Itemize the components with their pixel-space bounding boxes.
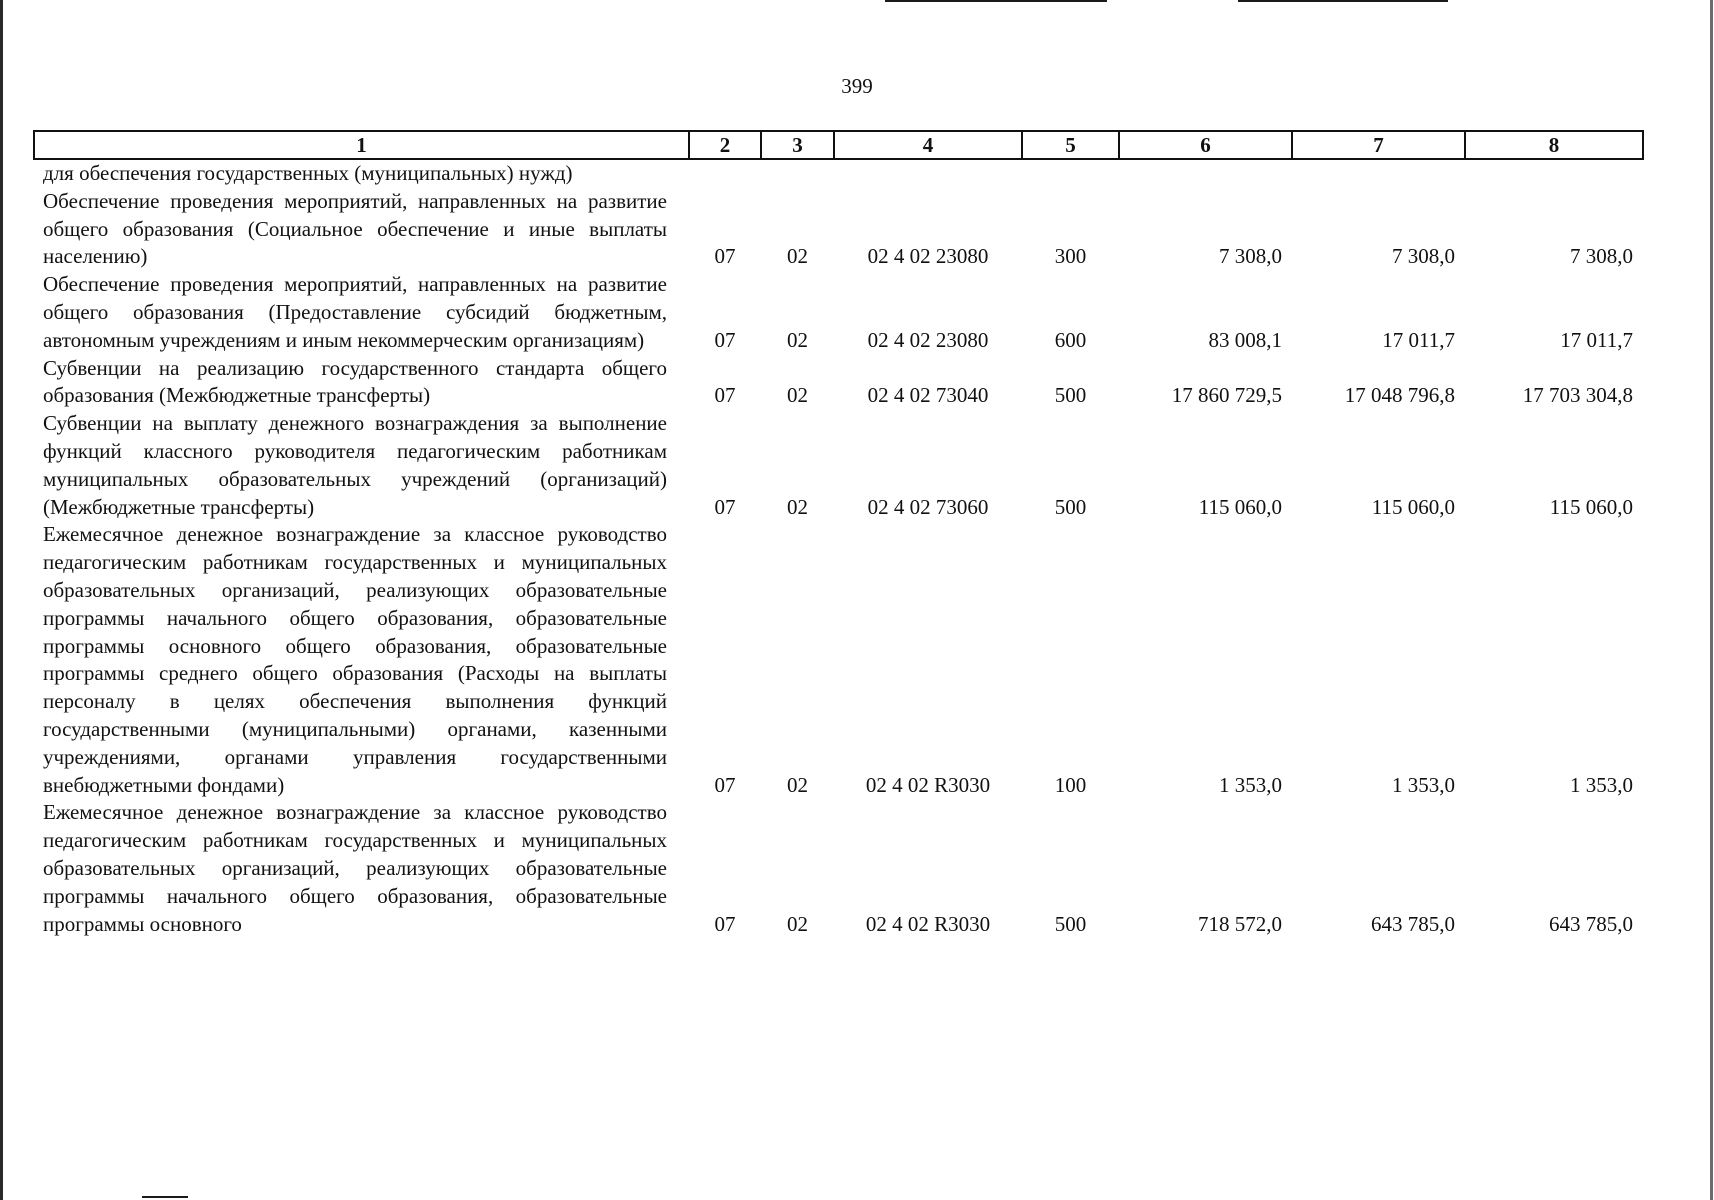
row-section: 07: [714, 772, 736, 797]
row-amount-1: 115 060,0: [1198, 494, 1282, 519]
row-amount-1: 17 860 729,5: [1171, 383, 1282, 408]
row-amount-2: 17 011,7: [1382, 327, 1455, 352]
column-header: 3: [761, 131, 834, 159]
row-description: Обеспечение проведения мероприятий, направленных на развитие общего образования (Предоставление субсидий бюджетным, автономным учреждениям и иным некоммерческим организациям): [43, 272, 667, 352]
row-target-code: 02 4 02 23080: [867, 327, 989, 352]
row-amount-2: [1292, 159, 1465, 188]
row-section: 07: [714, 244, 736, 269]
table-row: [34, 521, 1643, 799]
row-subsection: 02: [787, 911, 808, 936]
row-amount-1: 1 353,0: [1219, 772, 1282, 797]
row-target-code: 02 4 02 R3030: [865, 911, 991, 936]
row-subsection: 02: [787, 772, 808, 797]
row-target-code: [834, 159, 1022, 188]
row-subsection: 02: [787, 244, 808, 269]
row-expense-type: 500: [1054, 383, 1087, 408]
row-subsection: [761, 159, 834, 188]
row-subsection: 02: [787, 494, 808, 519]
row-description: Ежемесячное денежное вознаграждение за классное руководство педагогическим работникам государственных и муниципальных образовательных организаций, реализующих образовательные программы начального общего образования, образовательные программы основного: [43, 800, 667, 936]
row-amount-2: 643 785,0: [1371, 911, 1455, 936]
top-scan-mark: [885, 0, 1107, 2]
row-amount-3: [1465, 159, 1643, 188]
column-header: 7: [1292, 131, 1465, 159]
row-amount-3: 1 353,0: [1570, 772, 1633, 797]
row-amount-2: 7 308,0: [1392, 244, 1455, 269]
right-scan-edge: [1710, 0, 1713, 1200]
row-subsection: 02: [787, 383, 808, 408]
row-target-code: 02 4 02 73060: [867, 494, 989, 519]
row-amount-1: 83 008,1: [1208, 327, 1282, 352]
table-row: [34, 271, 1643, 354]
column-header: 5: [1022, 131, 1119, 159]
row-amount-1: 718 572,0: [1198, 911, 1282, 936]
column-header: 8: [1465, 131, 1643, 159]
table-row: [34, 188, 1643, 271]
page-number: 399: [841, 74, 873, 98]
row-description: Субвенции на реализацию государственного стандарта общего образования (Межбюджетные трансферты): [43, 355, 667, 408]
row-target-code: 02 4 02 23080: [867, 244, 989, 269]
column-header: 1: [34, 131, 689, 159]
row-expense-type: 600: [1054, 327, 1087, 352]
row-amount-2: 1 353,0: [1392, 772, 1455, 797]
table-row: [34, 355, 1643, 411]
row-description: Ежемесячное денежное вознаграждение за классное руководство педагогическим работникам государственных и муниципальных образовательных организаций, реализующих образовательные программы начального общего образования, образовательные программы основного общего образования, образовательные программы среднего общего образования (Расходы на выплаты персоналу в целях обеспечения выполнения функций государственными (муниципальными) органами, казенными учреждениями, органами управления государственными внебюджетными фондами): [43, 522, 667, 797]
row-description: Обеспечение проведения мероприятий, направленных на развитие общего образования (Социальное обеспечение и иные выплаты населению): [43, 188, 667, 269]
row-amount-1: [1119, 159, 1292, 188]
table-header-row: [34, 131, 1643, 159]
row-amount-1: 7 308,0: [1219, 244, 1282, 269]
column-header: 6: [1119, 131, 1292, 159]
row-amount-3: 7 308,0: [1570, 244, 1633, 269]
row-target-code: 02 4 02 R3030: [865, 772, 991, 797]
row-expense-type: 100: [1054, 772, 1087, 797]
bottom-scan-mark: [142, 1196, 188, 1198]
row-subsection: 02: [787, 327, 808, 352]
row-amount-3: 17 703 304,8: [1522, 383, 1633, 408]
row-section: 07: [714, 911, 736, 936]
table-row: [34, 799, 1643, 938]
table-row: [34, 410, 1643, 521]
row-description: Субвенции на выплату денежного вознаграждения за выполнение функций классного руководителя педагогическим работникам муниципальных образовательных учреждений (организаций) (Межбюджетные трансферты): [43, 411, 667, 519]
column-header: 2: [689, 131, 761, 159]
budget-table: [33, 130, 1644, 938]
row-expense-type: 500: [1054, 911, 1087, 936]
row-expense-type: 300: [1054, 244, 1087, 269]
row-description: для обеспечения государственных (муниципальных) нужд): [43, 161, 573, 185]
row-expense-type: 500: [1054, 494, 1087, 519]
row-amount-3: 115 060,0: [1549, 494, 1633, 519]
row-section: 07: [714, 383, 736, 408]
row-amount-2: 17 048 796,8: [1344, 383, 1455, 408]
row-expense-type: [1022, 159, 1119, 188]
row-amount-3: 643 785,0: [1549, 911, 1633, 936]
row-amount-2: 115 060,0: [1371, 494, 1455, 519]
left-scan-edge: [0, 0, 3, 1200]
row-section: 07: [714, 327, 736, 352]
row-target-code: 02 4 02 73040: [867, 383, 989, 408]
row-section: [689, 159, 761, 188]
row-amount-3: 17 011,7: [1560, 327, 1633, 352]
column-header: 4: [834, 131, 1022, 159]
row-section: 07: [714, 494, 736, 519]
table-row: [34, 159, 1643, 188]
top-scan-mark: [1238, 0, 1448, 2]
